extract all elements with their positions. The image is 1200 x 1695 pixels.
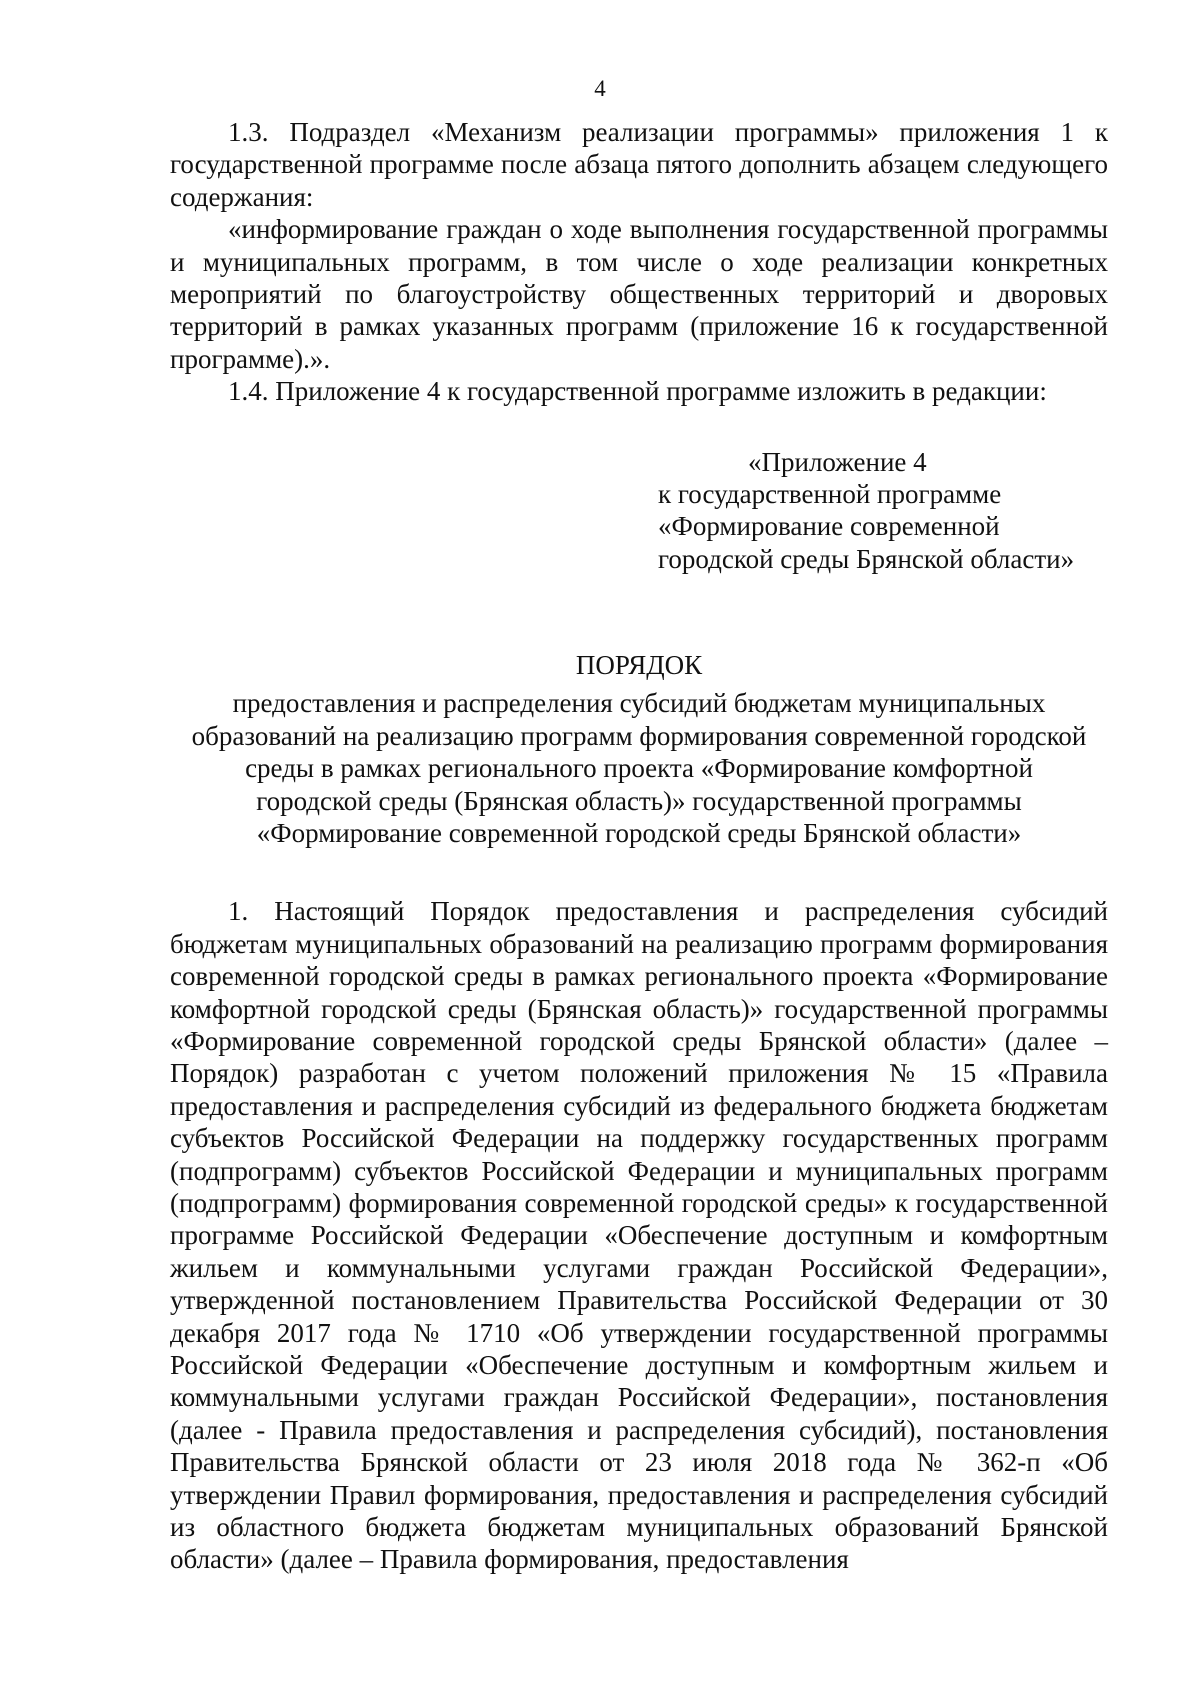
appendix-line: «Формирование современной [658, 511, 1000, 542]
paragraph-quote: «информирование граждан о ходе выполнения государственной программы и муниципальных программ, в том числе о ходе реализации конкретных мероприятий по благоустройству общественных территорий и дворовых территорий в рамках указанных программ (приложение 16 к государственной программе).». [170, 214, 1108, 374]
appendix-line: городской среды Брянской области» [658, 543, 1075, 574]
subtitle-line: среды в рамках регионального проекта «Формирование комфортной [245, 753, 1033, 784]
appendix-line: к государственной программе [658, 479, 1002, 510]
appendix-line: «Приложение 4 [748, 446, 927, 477]
document-content [170, 116, 1108, 1576]
paragraph-1-4: 1.4. Приложение 4 к государственной программе изложить в редакции: [228, 376, 1047, 407]
paragraph-1-3: 1.3. Подраздел «Механизм реализации программы» приложения 1 к государственной программе после абзаца пятого дополнить абзацем следующего содержания: [170, 117, 1108, 212]
subtitle-line: «Формирование современной городской среды Брянской области» [256, 817, 1022, 848]
subtitle-line: предоставления и распределения субсидий бюджетам муниципальных [232, 688, 1046, 719]
subtitle-line: городской среды (Брянская область)» государственной программы [256, 785, 1022, 816]
paragraph-body-1: 1. Настоящий Порядок предоставления и распределения субсидий бюджетам муниципальных образований на реализацию программ формирования современной городской среды в рамках регионального проекта «Формирование комфортной городской среды (Брянская область)» государственной программы «Формирование современной городской среды Брянской области» (далее – Порядок) разработан с учетом положений приложения № 15 «Правила предоставления и распределения субсидий из федерального бюджета бюджетам субъектов Российской Федерации на поддержку государственных программ (подпрограмм) субъектов Российской Федерации и муниципальных программ (подпрограмм) формирования современной городской среды» к государственной программе Российской Федерации «Обеспечение доступным и комфортным жильем и коммунальными услугами граждан Российской Федерации», утвержденной постановлением Правительства Российской Федерации от 30 декабря 2017 года № 1710 «Об утверждении государственной программы Российской Федерации «Обеспечение доступным и комфортным жильем и коммунальными услугами граждан Российской Федерации», постановления (далее - Правила предоставления и распределения субсидий), постановления Правительства Брянской области от 23 июля 2018 года № 362-п «Об утверждении Правил формирования, предоставления и распределения субсидий из областного бюджета бюджетам муниципальных образований Брянской области» (далее – Правила формирования, предоставления [170, 896, 1108, 1575]
subtitle-line: образований на реализацию программ формирования современной городской [191, 720, 1087, 751]
spacer [170, 849, 1108, 895]
document-title: ПОРЯДОК [575, 650, 703, 681]
document-subtitle [170, 687, 1108, 849]
page-number: 4 [594, 76, 606, 101]
appendix-heading [658, 446, 1108, 576]
